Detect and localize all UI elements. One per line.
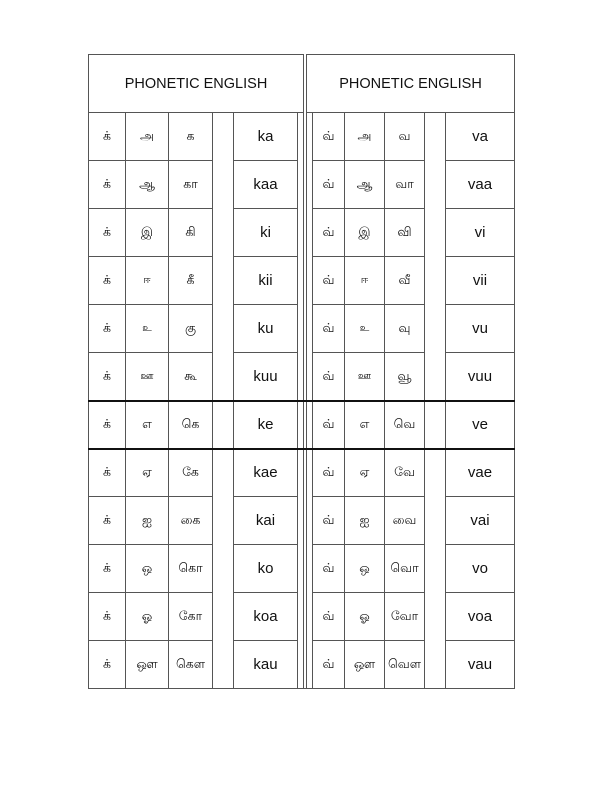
vowel-cell: ஔ (345, 641, 385, 689)
consonant-cell: வ் (313, 353, 345, 401)
vowel-cell: ஒ (126, 545, 169, 593)
vowel-cell: எ (345, 401, 385, 449)
vowel-cell: ஔ (126, 641, 169, 689)
vowel-cell: அ (126, 113, 169, 161)
table-row (89, 257, 515, 305)
syllable-cell: வீ (385, 257, 425, 305)
syllable-cell: வு (385, 305, 425, 353)
consonant-cell: க் (89, 257, 126, 305)
vowel-cell: இ (126, 209, 169, 257)
blank-cell (425, 401, 446, 449)
syllable-cell: வெ (385, 401, 425, 449)
phonetic-cell: ko (234, 545, 298, 593)
table-row (89, 305, 515, 353)
table-row (89, 593, 515, 641)
syllable-cell: கி (169, 209, 213, 257)
phonetic-cell: vu (446, 305, 515, 353)
blank-cell (425, 305, 446, 353)
syllable-cell: கோ (169, 593, 213, 641)
phonetic-cell: vaa (446, 161, 515, 209)
table-row (89, 209, 515, 257)
blank-cell (213, 257, 234, 305)
syllable-cell: வ (385, 113, 425, 161)
vowel-cell: உ (345, 305, 385, 353)
consonant-cell: வ் (313, 401, 345, 449)
consonant-cell: க் (89, 305, 126, 353)
phonetic-cell: vai (446, 497, 515, 545)
vowel-cell: ஒ (345, 545, 385, 593)
consonant-cell: க் (89, 545, 126, 593)
header-row (89, 55, 515, 113)
consonant-cell: வ் (313, 449, 345, 497)
phonetic-cell: vii (446, 257, 515, 305)
consonant-cell: க் (89, 593, 126, 641)
syllable-cell: க (169, 113, 213, 161)
blank-cell (425, 545, 446, 593)
phonetic-cell: kaa (234, 161, 298, 209)
consonant-cell: க் (89, 449, 126, 497)
phonetic-cell: ku (234, 305, 298, 353)
phonetic-cell: vuu (446, 353, 515, 401)
blank-cell (213, 113, 234, 161)
consonant-cell: க் (89, 161, 126, 209)
vowel-cell: ஏ (126, 449, 169, 497)
consonant-cell: வ் (313, 161, 345, 209)
syllable-cell: கூ (169, 353, 213, 401)
syllable-cell: கே (169, 449, 213, 497)
table-row (89, 353, 515, 401)
table-row (89, 641, 515, 689)
vowel-cell: அ (345, 113, 385, 161)
phonetic-cell: vi (446, 209, 515, 257)
syllable-cell: வூ (385, 353, 425, 401)
phonetic-cell: kii (234, 257, 298, 305)
syllable-cell: வை (385, 497, 425, 545)
phonetic-cell: vae (446, 449, 515, 497)
blank-cell (213, 641, 234, 689)
syllable-cell: வே (385, 449, 425, 497)
phonetic-cell: vo (446, 545, 515, 593)
phonetic-cell: kuu (234, 353, 298, 401)
phonetic-cell: vau (446, 641, 515, 689)
blank-cell (213, 353, 234, 401)
blank-cell (213, 497, 234, 545)
syllable-cell: வா (385, 161, 425, 209)
phonetic-cell: koa (234, 593, 298, 641)
phonetic-cell: ke (234, 401, 298, 449)
vowel-cell: ஏ (345, 449, 385, 497)
phonetic-cell: ki (234, 209, 298, 257)
vowel-cell: ஈ (345, 257, 385, 305)
blank-cell (425, 641, 446, 689)
consonant-cell: வ் (313, 497, 345, 545)
table-row (89, 449, 515, 497)
consonant-cell: வ் (313, 257, 345, 305)
blank-cell (425, 113, 446, 161)
consonant-cell: க் (89, 113, 126, 161)
consonant-cell: க் (89, 641, 126, 689)
syllable-cell: கெ (169, 401, 213, 449)
blank-cell (213, 593, 234, 641)
phonetic-cell: kau (234, 641, 298, 689)
blank-cell (425, 209, 446, 257)
syllable-cell: வோ (385, 593, 425, 641)
vowel-cell: ஓ (126, 593, 169, 641)
blank-cell (425, 449, 446, 497)
header-left: PHONETIC ENGLISH (89, 55, 304, 113)
blank-cell (425, 257, 446, 305)
vowel-cell: ஆ (126, 161, 169, 209)
blank-cell (425, 593, 446, 641)
blank-cell (213, 401, 234, 449)
syllable-cell: கா (169, 161, 213, 209)
phonetic-cell: kae (234, 449, 298, 497)
phonetic-table (88, 54, 515, 689)
table-row (89, 113, 515, 161)
table-row (89, 161, 515, 209)
phonetic-cell: voa (446, 593, 515, 641)
vowel-cell: ஊ (345, 353, 385, 401)
phonetic-cell: ka (234, 113, 298, 161)
consonant-cell: க் (89, 401, 126, 449)
blank-cell (425, 161, 446, 209)
table-row (89, 497, 515, 545)
syllable-cell: கொ (169, 545, 213, 593)
vowel-cell: ஐ (126, 497, 169, 545)
consonant-cell: வ் (313, 305, 345, 353)
consonant-cell: க் (89, 497, 126, 545)
blank-cell (425, 353, 446, 401)
vowel-cell: இ (345, 209, 385, 257)
phonetic-cell: kai (234, 497, 298, 545)
vowel-cell: ஊ (126, 353, 169, 401)
syllable-cell: கு (169, 305, 213, 353)
blank-cell (213, 161, 234, 209)
syllable-cell: வௌ (385, 641, 425, 689)
syllable-cell: வி (385, 209, 425, 257)
consonant-cell: வ் (313, 641, 345, 689)
consonant-cell: வ் (313, 209, 345, 257)
vowel-cell: ஈ (126, 257, 169, 305)
consonant-cell: க் (89, 353, 126, 401)
table-row (89, 401, 515, 449)
syllable-cell: கீ (169, 257, 213, 305)
syllable-cell: வொ (385, 545, 425, 593)
vowel-cell: உ (126, 305, 169, 353)
blank-cell (213, 305, 234, 353)
blank-cell (425, 497, 446, 545)
consonant-cell: வ் (313, 545, 345, 593)
vowel-cell: ஆ (345, 161, 385, 209)
header-right: PHONETIC ENGLISH (307, 55, 515, 113)
vowel-cell: ஓ (345, 593, 385, 641)
vowel-cell: எ (126, 401, 169, 449)
consonant-cell: வ் (313, 113, 345, 161)
blank-cell (213, 209, 234, 257)
syllable-cell: கௌ (169, 641, 213, 689)
phonetic-cell: va (446, 113, 515, 161)
consonant-cell: க் (89, 209, 126, 257)
vowel-cell: ஐ (345, 497, 385, 545)
blank-cell (213, 545, 234, 593)
syllable-cell: கை (169, 497, 213, 545)
phonetic-cell: ve (446, 401, 515, 449)
consonant-cell: வ் (313, 593, 345, 641)
blank-cell (213, 449, 234, 497)
table-row (89, 545, 515, 593)
